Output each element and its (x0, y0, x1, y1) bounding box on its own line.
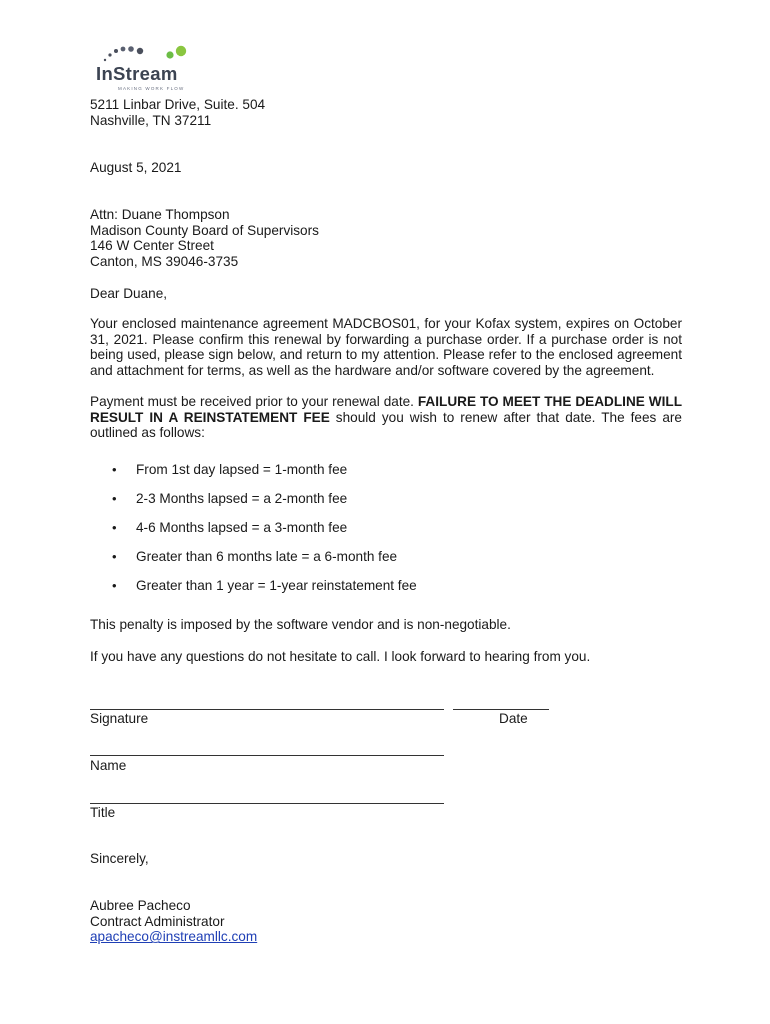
fee-list-item: • 2-3 Months lapsed = a 2-month fee (90, 491, 417, 520)
fee-list-item: • 4-6 Months lapsed = a 3-month fee (90, 520, 417, 549)
date-label: Date (499, 711, 528, 726)
address-line: 5211 Linbar Drive, Suite. 504 (90, 97, 266, 112)
title-label: Title (90, 805, 116, 820)
recipient-address (90, 207, 682, 269)
sender-email-link[interactable]: apacheco@instreamllc.com (90, 929, 258, 945)
questions-note: If you have any questions do not hesitate to call. I look forward to hearing from you. (90, 649, 591, 664)
logo-dot (104, 59, 106, 61)
paragraph-line: outlined as follows: (90, 425, 205, 441)
fee-list-item: • From 1st day lapsed = 1-month fee (90, 462, 417, 491)
salutation: Dear Duane, (90, 286, 168, 301)
paragraph-line: and attachment for terms, as well as the hardware and/or software covered by the agreement. (90, 362, 655, 378)
letter-date: August 5, 2021 (90, 160, 182, 175)
paragraph-line (90, 394, 682, 410)
deadline-warning: FAILURE TO MEET THE DEADLINE WILL (417, 394, 682, 409)
penalty-note: This penalty is imposed by the software vendor and is non-negotiable. (90, 617, 511, 632)
address-line: Nashville, TN 37211 (90, 112, 212, 128)
date-line[interactable] (453, 709, 549, 710)
paragraph-line: 31, 2021. Please confirm this renewal by forwarding a purchase order. If a purchase order is not (90, 331, 682, 347)
payment-paragraph (90, 394, 682, 441)
signature-label: Signature (90, 711, 149, 726)
sender-title: Contract Administrator (90, 913, 225, 929)
logo-dot (114, 49, 118, 53)
logo-dot (176, 46, 186, 56)
sender-name: Aubree Pacheco (90, 898, 191, 913)
logo-dot (108, 53, 111, 56)
recipient-city: Canton, MS 39046-3735 (90, 253, 239, 269)
logo-tagline: MAKING WORK FLOW (118, 86, 185, 91)
logo-dot (137, 48, 143, 54)
sender-signature-block (90, 898, 682, 945)
logo-dot (128, 46, 134, 52)
signature-line[interactable] (90, 709, 444, 710)
name-label: Name (90, 758, 127, 773)
payment-rest: should you wish to renew after that date. The fees are (329, 409, 682, 425)
recipient-attn: Attn: Duane Thompson (90, 207, 230, 222)
title-line[interactable] (90, 803, 444, 804)
payment-intro: Payment must be received prior to your renewal date. (90, 394, 418, 409)
closing: Sincerely, (90, 851, 149, 866)
fee-list-item: • Greater than 6 months late = a 6-month fee (90, 549, 417, 578)
fee-list (90, 462, 417, 607)
logo-dot (121, 47, 126, 52)
logo-wordmark: InStream (96, 63, 178, 84)
logo-dot (166, 51, 173, 58)
paragraph-line (90, 410, 682, 426)
recipient-org: Madison County Board of Supervisors (90, 222, 319, 238)
sender-address (90, 97, 682, 128)
name-line[interactable] (90, 755, 444, 756)
paragraph-line: Your enclosed maintenance agreement MADCBOS01, for your Kofax system, expires on October (90, 316, 682, 331)
reinstatement-warning: RESULT IN A REINSTATEMENT FEE (90, 409, 330, 425)
fee-list-item: • Greater than 1 year = 1-year reinstatement fee (90, 578, 417, 607)
paragraph-line: being used, please sign below, and return to my attention. Please refer to the enclosed agreement (90, 347, 682, 363)
renewal-paragraph (90, 316, 682, 378)
recipient-street: 146 W Center Street (90, 238, 214, 254)
